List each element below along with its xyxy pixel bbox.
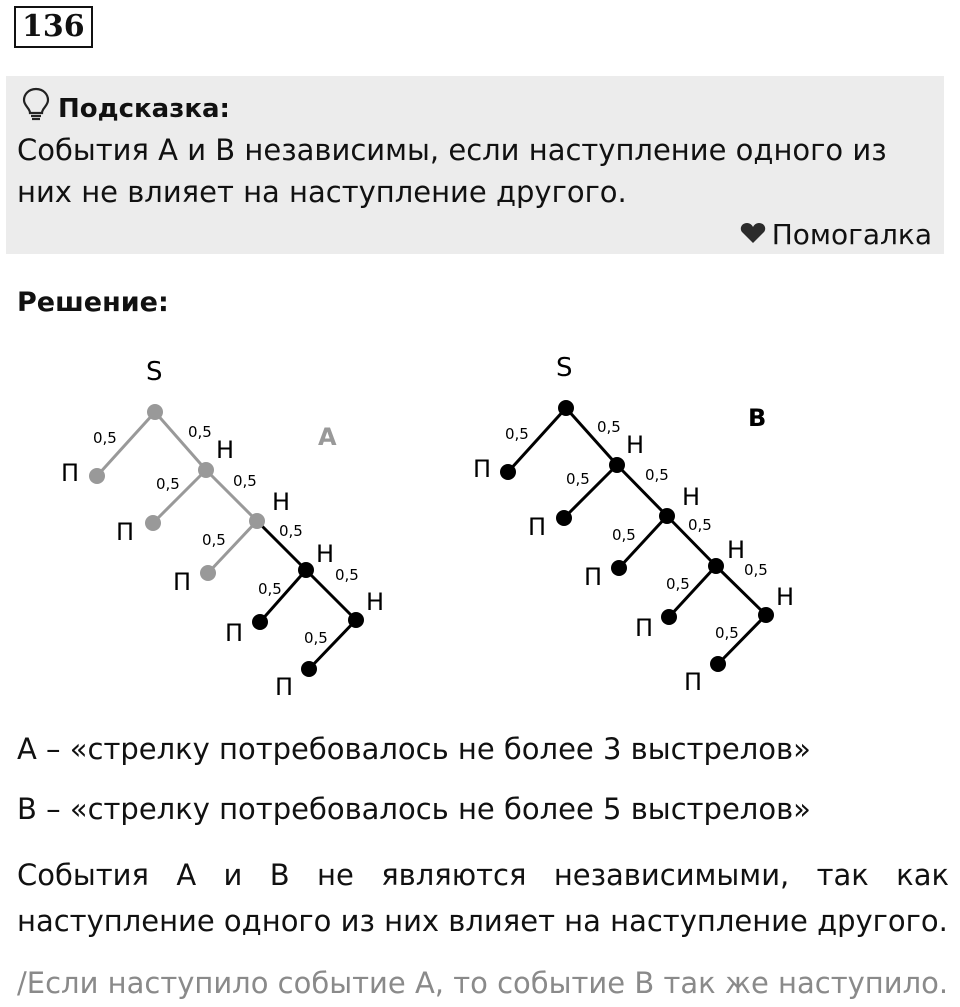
tree-b-root: S: [556, 353, 573, 383]
task-number: 136: [14, 6, 93, 48]
tree-label: Н: [316, 540, 335, 568]
tree-label: 0,5: [202, 531, 226, 549]
event-a-definition: А – «стрелку потребовалось не более 3 выстрелов»: [17, 732, 811, 766]
tree-label: Н: [626, 431, 645, 459]
tree-label: Н: [366, 588, 385, 616]
tree-label: 0,5: [93, 429, 117, 447]
tree-label: П: [61, 459, 80, 487]
tree-label: Н: [682, 483, 701, 511]
tree-label: П: [635, 614, 654, 642]
tree-label: 0,5: [233, 472, 257, 490]
credit: [740, 218, 932, 252]
tree-label: Н: [216, 436, 235, 464]
hint-text: События А и В независимы, если наступление одного из них не влияет на наступление другого.: [17, 133, 887, 209]
tree-label: 0,5: [645, 466, 669, 484]
tree-label: П: [584, 563, 603, 591]
tree-label: П: [225, 619, 244, 647]
tree-label: П: [275, 673, 294, 701]
tree-label: П: [528, 513, 547, 541]
tree-b: [473, 353, 794, 696]
lightbulb-icon: [22, 87, 50, 130]
hint-header: [22, 87, 230, 130]
tree-label: Н: [272, 488, 291, 516]
hint-title: Подсказка:: [58, 93, 230, 124]
tree-label: 0,5: [744, 561, 768, 579]
tree-label: 0,5: [566, 470, 590, 488]
tree-a-label: A: [318, 423, 337, 451]
tree-label: П: [473, 455, 492, 483]
tree-label: Н: [776, 583, 795, 611]
tree-label: 0,5: [688, 516, 712, 534]
tree-label: 0,5: [612, 526, 636, 544]
tree-label: 0,5: [505, 425, 529, 443]
tree-label: Н: [727, 536, 746, 564]
tree-b-label: B: [748, 404, 767, 432]
tree-label: 0,5: [156, 475, 180, 493]
event-b-definition: В – «стрелку потребовалось не более 5 выстрелов»: [17, 792, 811, 826]
tree-label: 0,5: [279, 522, 303, 540]
credit-text: Помогалка: [771, 218, 932, 251]
tree-label: 0,5: [597, 418, 621, 436]
tree-label: 0,5: [715, 624, 739, 642]
tree-label: 0,5: [188, 423, 212, 441]
note: /Если наступило событие А, то событие В так же наступило.: [17, 966, 949, 1000]
tree-label: П: [173, 568, 192, 596]
tree-label: 0,5: [335, 566, 359, 584]
hint-box: [6, 76, 944, 254]
tree-label: П: [684, 668, 703, 696]
tree-label: 0,5: [304, 629, 328, 647]
probability-trees: [0, 340, 960, 710]
tree-label: 0,5: [666, 575, 690, 593]
heart-icon: [740, 218, 766, 252]
tree-a-root: S: [146, 357, 163, 387]
tree-label: 0,5: [258, 580, 282, 598]
tree-a: [61, 357, 384, 701]
solution-title: Решение:: [17, 287, 169, 318]
tree-label: П: [116, 518, 135, 546]
conclusion: События А и В не являются независимыми, так как наступление одного из них влияет на наступление другого.: [17, 858, 949, 938]
